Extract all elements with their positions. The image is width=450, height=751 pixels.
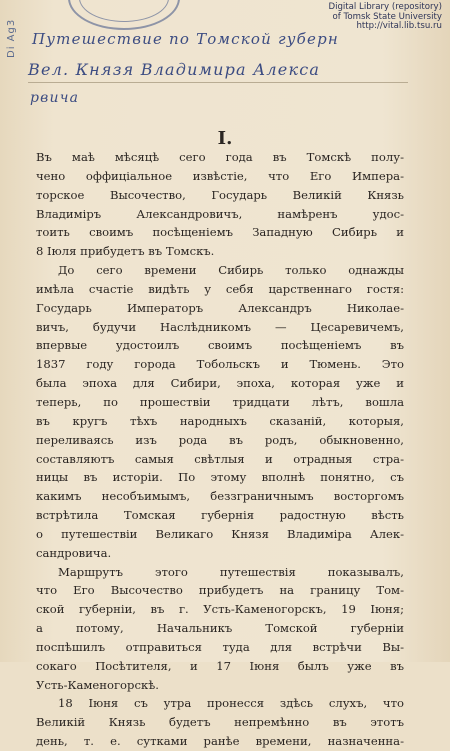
- text-line: 8 Іюля прибудетъ въ Томскъ.: [36, 244, 215, 259]
- text-line: ницы въ исторіи. По этому вполнѣ понятно, съ: [36, 470, 404, 485]
- text-line: Маршрутъ этого путешествія показывалъ,: [58, 564, 404, 579]
- text-line: сокаго Посѣтителя, и 17 Іюня былъ уже въ: [36, 658, 404, 673]
- library-notice-line: of Tomsk State University: [332, 11, 442, 22]
- text-line: что Его Высочество прибудетъ на границу Том-: [36, 583, 404, 598]
- stamp-ring: [79, 0, 169, 22]
- handwriting-rule: [28, 82, 408, 83]
- text-line: о путешествіи Великаго Князя Владиміра Алек-: [36, 526, 404, 541]
- library-notice: [328, 3, 442, 32]
- shelf-mark: Di Ag3: [6, 18, 17, 58]
- text-line: Въ маѣ мѣсяцѣ сего года въ Томскѣ полу-: [36, 150, 404, 164]
- text-line: впервые удостоилъ своимъ посѣщеніемъ въ: [36, 338, 404, 353]
- handwritten-note-line: Путешествие по Томской губерн: [32, 30, 339, 48]
- text-line: поспѣшилъ отправиться туда для встрѣчи Вы-: [36, 639, 404, 654]
- text-line: была эпоха для Сибири, эпоха, которая уже и: [36, 376, 404, 391]
- text-line: Государь Императоръ Александръ Николае-: [36, 300, 404, 315]
- text-line: Усть-Каменогорскѣ.: [36, 677, 159, 692]
- text-line: имѣла счастіе видѣть у себя царственнаго гостя:: [36, 281, 404, 296]
- text-line: тоить своимъ посѣщеніемъ Западную Сибирь и: [36, 225, 404, 240]
- text-line: торское Высочество, Государь Великій Князь: [36, 187, 404, 202]
- text-line: вичъ, будучи Наслѣдникомъ — Цесаревичемъ,: [36, 319, 404, 334]
- body-text: [36, 148, 404, 751]
- text-line: а потому, Начальникъ Томской губерніи: [36, 621, 404, 636]
- text-line: Владиміръ Александровичъ, намѣренъ удос-: [36, 206, 404, 221]
- text-line: въ кругъ тѣхъ народныхъ сказаній, которыя,: [36, 413, 404, 428]
- text-line: Великій Князь будетъ непремѣнно въ этотъ: [36, 715, 404, 730]
- text-line: переливаясь изъ рода въ родъ, обыкновенно,: [36, 432, 404, 447]
- handwritten-note-line: Вел. Князя Владимира Алекса: [28, 60, 321, 79]
- text-line: чено оффиціальное извѣстіе, что Его Импера-: [36, 168, 404, 183]
- text-line: составляютъ самыя свѣтлыя и отрадныя стра-: [36, 451, 404, 466]
- text-line: До сего времени Сибирь только однажды: [58, 263, 404, 278]
- text-line: день, т. е. сутками ранѣе времени, назначенна-: [36, 734, 404, 749]
- text-line: 1837 году города Тобольскъ и Тюмень. Это: [36, 357, 404, 372]
- text-line: 18 Іюня съ утра пронесся здѣсь слухъ, что: [58, 696, 404, 711]
- handwritten-note-line: рвича: [30, 90, 80, 106]
- text-line: ской губерніи, въ г. Усть-Каменогорскъ, 19 Іюня;: [36, 602, 404, 617]
- text-line: встрѣтила Томская губернія радостную вѣсть: [36, 508, 404, 523]
- chapter-number: I.: [217, 128, 233, 149]
- library-notice-line: http://vital.lib.tsu.ru: [356, 21, 442, 32]
- text-line: теперь, по прошествіи тридцати лѣтъ, вошла: [36, 394, 404, 409]
- text-line: сандровича.: [36, 545, 112, 560]
- library-notice-line: Digital Library (repository): [328, 2, 442, 12]
- text-line: какимъ несобъимымъ, беззграничнымъ восторгомъ: [36, 489, 404, 504]
